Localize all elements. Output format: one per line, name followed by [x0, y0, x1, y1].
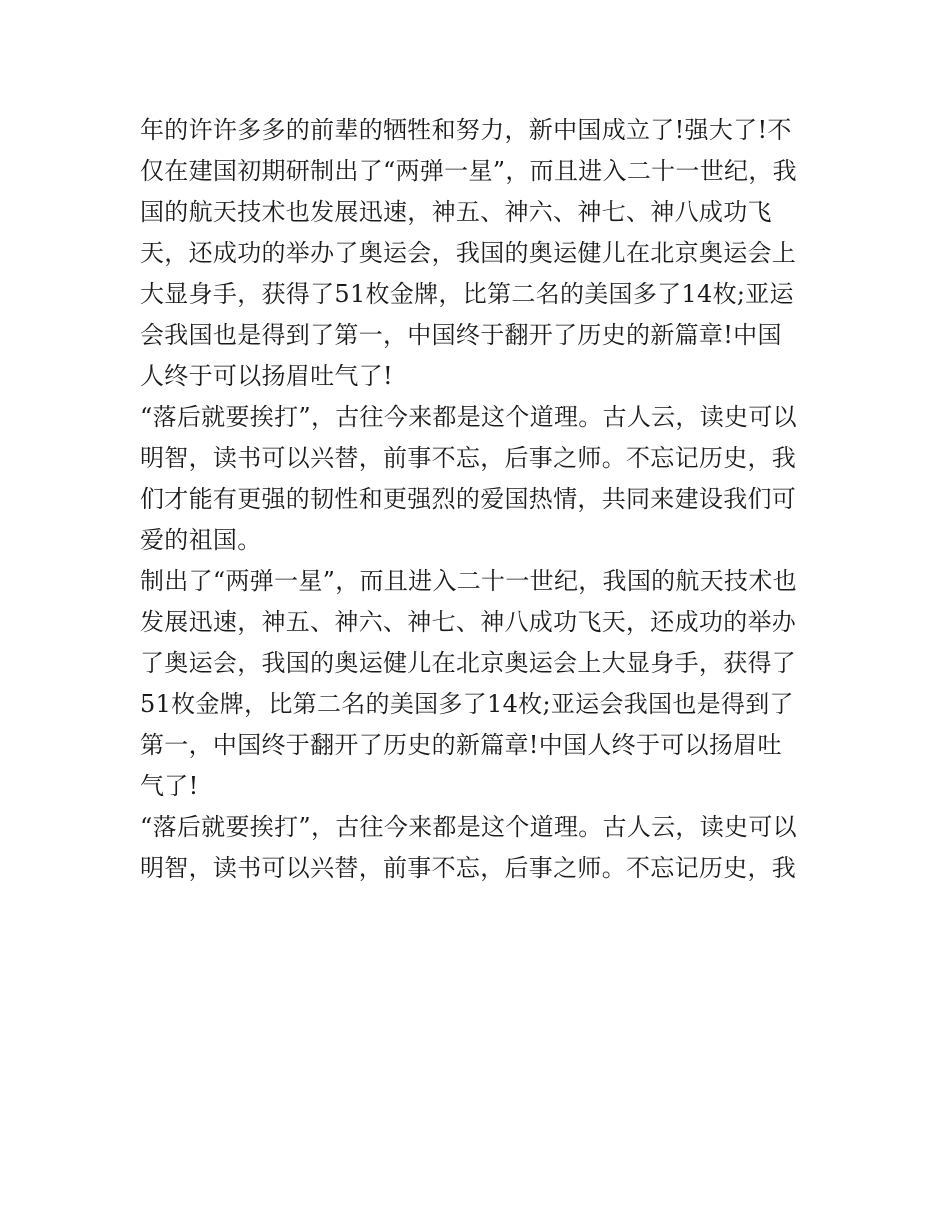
document-body	[140, 110, 830, 889]
text-line: 气了!	[140, 772, 199, 800]
text-line: 大显身手，获得了51枚金牌，比第二名的美国多了14枚;亚运	[140, 280, 794, 308]
text-line: 51枚金牌，比第二名的美国多了14枚;亚运会我国也是得到了	[140, 690, 794, 718]
text-line: 爱的祖国。	[140, 526, 262, 554]
text-line: 仅在建国初期研制出了“两弹一星”，而且进入二十一世纪，我	[140, 157, 797, 185]
text-line: 年的许许多多的前辈的牺牲和努力，新中国成立了!强大了!不	[140, 116, 792, 144]
text-line: 天，还成功的举办了奥运会，我国的奥运健儿在北京奥运会上	[140, 239, 797, 267]
text-line: 会我国也是得到了第一，中国终于翻开了历史的新篇章!中国	[140, 321, 782, 349]
text-line: 明智，读书可以兴替，前事不忘，后事之师。不忘记历史，我	[140, 854, 797, 882]
text-line: 明智，读书可以兴替，前事不忘，后事之师。不忘记历史，我	[140, 444, 797, 472]
text-line: 第一，中国终于翻开了历史的新篇章!中国人终于可以扬眉吐	[140, 731, 782, 759]
text-line: 制出了“两弹一星”，而且进入二十一世纪，我国的航天技术也	[140, 567, 797, 595]
text-line: “落后就要挨打”，古往今来都是这个道理。古人云，读史可以	[140, 403, 797, 431]
text-line: 了奥运会，我国的奥运健儿在北京奥运会上大显身手，获得了	[140, 649, 797, 677]
text-line: 发展迅速，神五、神六、神七、神八成功飞天，还成功的举办	[140, 608, 797, 636]
text-line: “落后就要挨打”，古往今来都是这个道理。古人云，读史可以	[140, 813, 797, 841]
text-line: 人终于可以扬眉吐气了!	[140, 362, 393, 390]
text-line: 们才能有更强的韧性和更强烈的爱国热情，共同来建设我们可	[140, 485, 797, 513]
text-line: 国的航天技术也发展迅速，神五、神六、神七、神八成功飞	[140, 198, 772, 226]
